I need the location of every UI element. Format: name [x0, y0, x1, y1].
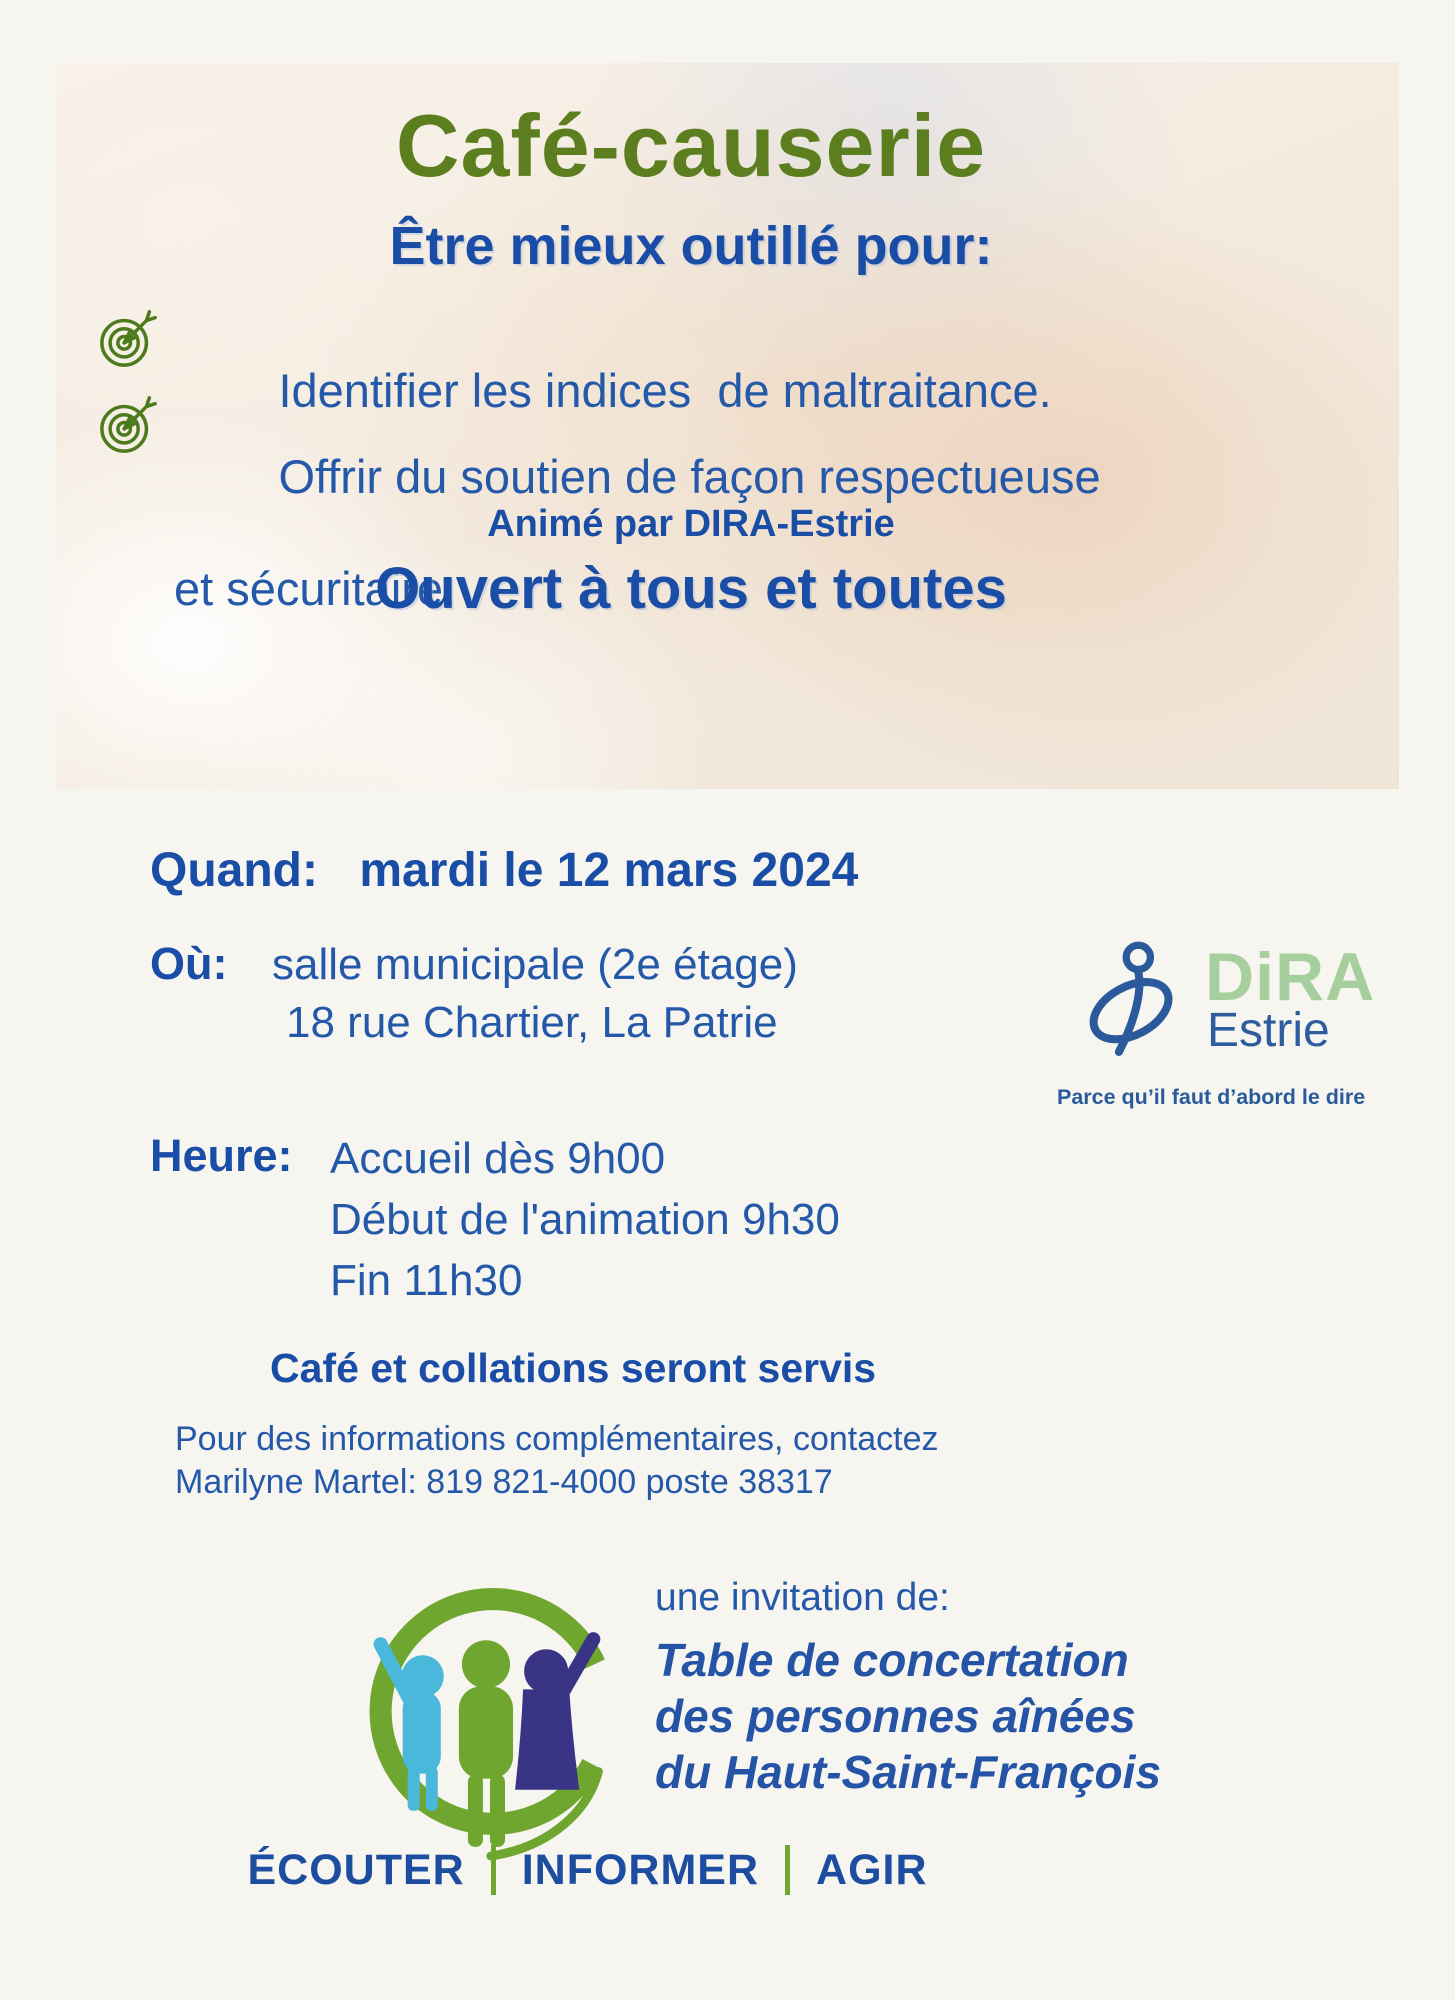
table-name-line-1: Table de concertation: [655, 1634, 1129, 1686]
bullet-line: Offrir du soutien de façon respectueuse: [278, 450, 1101, 503]
footer-motto: [0, 1845, 1175, 1895]
table-name-line-2: des personnes aînées: [655, 1690, 1136, 1742]
table-concertation-name: [655, 1632, 1161, 1800]
animated-by-text: Animé par DIRA-Estrie: [487, 503, 895, 545]
table-name-line-3: du Haut-Saint-François: [655, 1746, 1162, 1798]
bullet-line: Identifier les indices de maltraitance.: [278, 364, 1052, 417]
contact-info: [175, 1418, 938, 1504]
target-icon: [98, 307, 160, 369]
time-value: [330, 1128, 840, 1311]
dira-logo-tagline: Parce qu’il faut d’abord le dire: [1057, 1085, 1366, 1109]
where-label: Où:: [150, 938, 228, 989]
divider-bar: [785, 1845, 790, 1895]
target-icon: [98, 393, 160, 455]
flyer-subtitle: Être mieux outillé pour:: [389, 216, 993, 276]
when-line: [150, 843, 858, 898]
open-to-all-text: Ouvert à tous et toutes: [375, 556, 1007, 621]
where-value: [272, 936, 798, 1052]
footer-word-ecouter: ÉCOUTER: [247, 1845, 465, 1894]
flyer-title: Café-causerie: [395, 96, 987, 195]
when-label: Quand:: [150, 844, 318, 897]
contact-line-2: Marilyne Martel: 819 821-4000 poste 38317: [175, 1463, 833, 1501]
contact-line-1: Pour des informations complémentaires, contactez: [175, 1420, 939, 1458]
when-value: mardi le 12 mars 2024: [359, 844, 859, 897]
table-concertation-logo-icon: [352, 1576, 644, 1872]
where-line-1: salle municipale (2e étage): [272, 940, 798, 989]
header-photo: [56, 63, 1399, 789]
time-label: Heure:: [150, 1130, 293, 1181]
invitation-label: une invitation de:: [655, 1576, 950, 1619]
footer-word-agir: AGIR: [816, 1845, 928, 1894]
dira-logo-name: DiRA: [1205, 939, 1376, 1015]
time-line-1: Accueil dès 9h00: [330, 1134, 666, 1183]
dira-logo-region: Estrie: [1207, 1004, 1330, 1057]
coffee-note: Café et collations seront servis: [270, 1345, 877, 1391]
bullet-line: et sécuritaire.: [174, 562, 457, 615]
time-line-2: Début de l'animation 9h30: [330, 1195, 840, 1244]
divider-bar: [491, 1845, 496, 1895]
dira-logo-mark-icon: [1085, 930, 1190, 1080]
footer-word-informer: INFORMER: [521, 1845, 760, 1894]
dira-estrie-logo: [1035, 915, 1405, 1130]
time-line-3: Fin 11h30: [330, 1256, 523, 1305]
where-line-2: 18 rue Chartier, La Patrie: [286, 998, 778, 1047]
